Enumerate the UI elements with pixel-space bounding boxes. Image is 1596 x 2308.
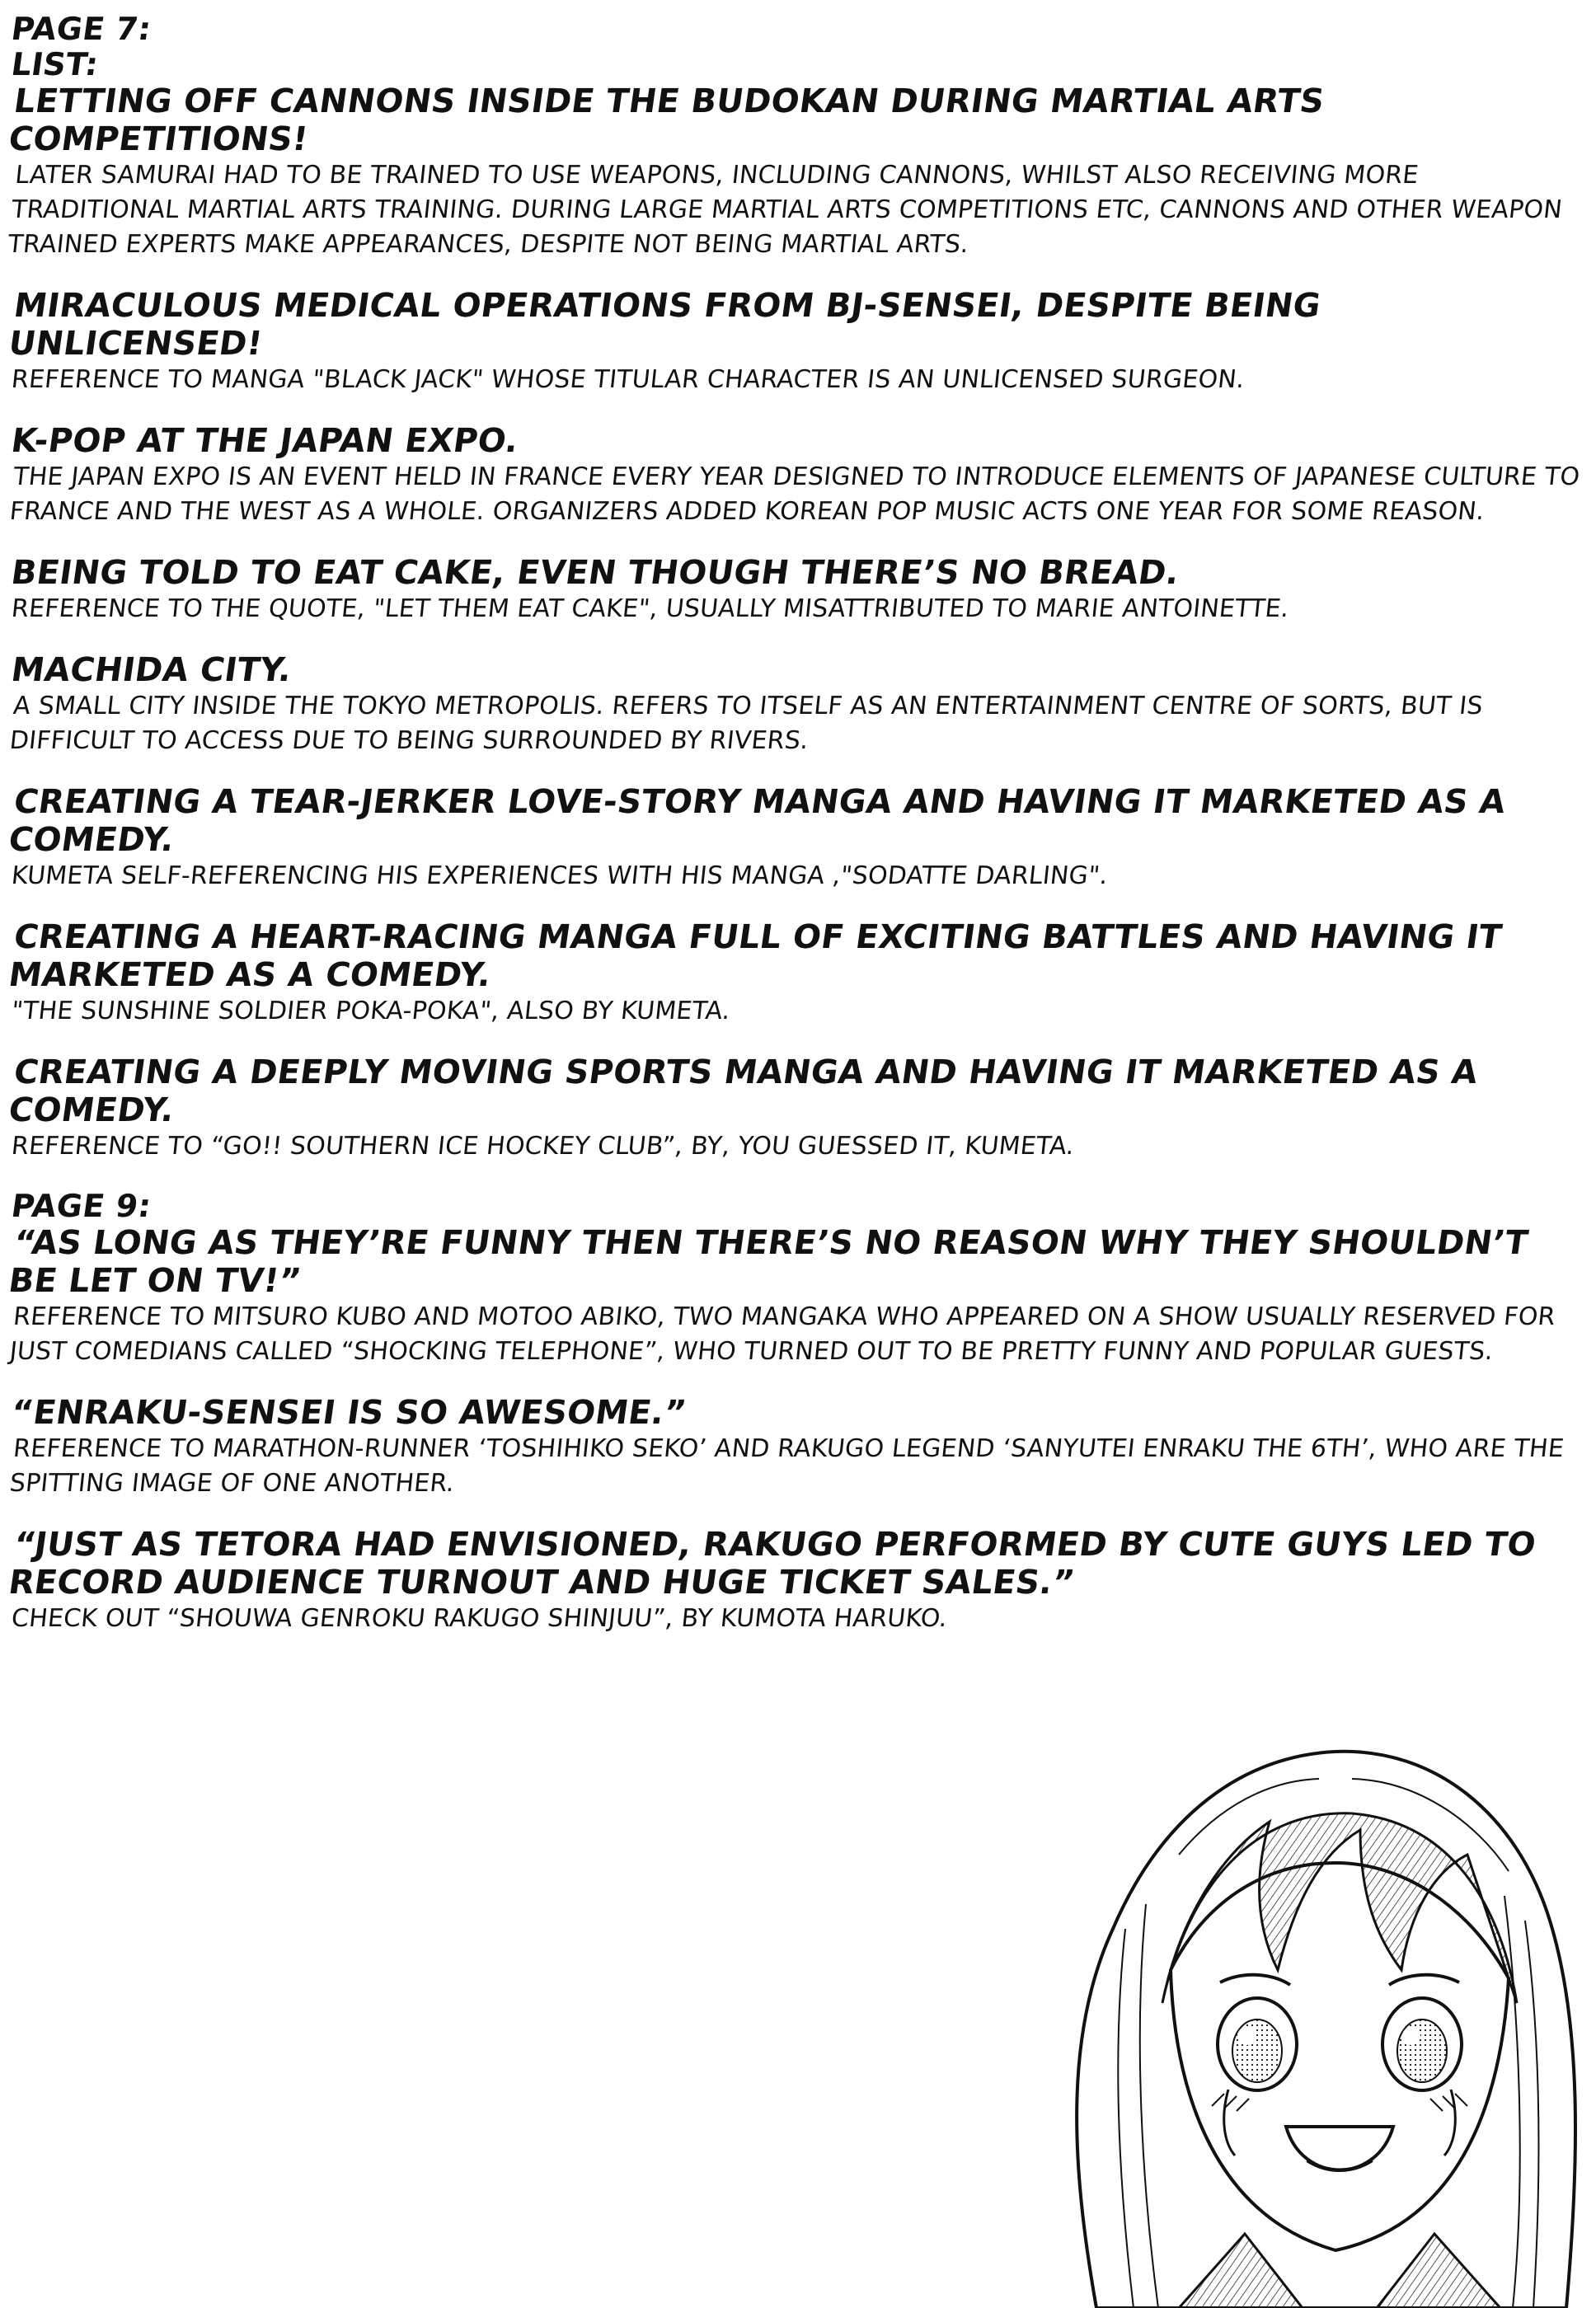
note-text: REFERENCE TO MARATHON-RUNNER ‘TOSHIHIKO SEKO’ AND RAKUGO LEGEND ‘SANYUTEI ENRAKU THE 6TH’, WHO ARE THE SPITTING IMAGE OF ONE ANOTHER. — [8, 1434, 1565, 1498]
note-text: REFERENCE TO “GO!! SOUTHERN ICE HOCKEY CLUB”, BY, YOU GUESSED IT, KUMETA. — [10, 1132, 1076, 1161]
note-entry — [6, 783, 1578, 894]
note-title: CREATING A TEAR-JERKER LOVE-STORY MANGA AND HAVING IT MARKETED AS A COMEDY. — [6, 783, 1509, 859]
note-entry — [6, 1526, 1578, 1636]
notes-column — [6, 11, 1581, 1661]
list-heading: LIST: — [8, 46, 101, 82]
note-text: KUMETA SELF-REFERENCING HIS EXPERIENCES WITH HIS MANGA ,"SODATTE DARLING". — [10, 861, 1110, 890]
note-text: REFERENCE TO MANGA "BLACK JACK" WHOSE TITULAR CHARACTER IS AN UNLICENSED SURGEON. — [10, 365, 1246, 394]
note-title: “ENRAKU-SENSEI IS SO AWESOME.” — [8, 1394, 689, 1432]
note-entry — [6, 1224, 1578, 1369]
note-title: LETTING OFF CANNONS INSIDE THE BUDOKAN DURING MARTIAL ARTS COMPETITIONS! — [6, 82, 1327, 158]
page-9-heading: PAGE 9: — [8, 1188, 154, 1224]
note-entry — [8, 422, 1581, 529]
note-entry — [8, 1394, 1578, 1501]
note-title: “AS LONG AS THEY’RE FUNNY THEN THERE’S NO REASON WHY THEY SHOULDN’T BE LET ON TV!” — [6, 1224, 1531, 1300]
note-title: BEING TOLD TO EAT CAKE, EVEN THOUGH THERE’S NO BREAD. — [8, 554, 1182, 592]
note-entry — [6, 82, 1578, 262]
note-title: CREATING A HEART-RACING MANGA FULL OF EXCITING BATTLES AND HAVING IT MARKETED AS A COMEDY. — [6, 918, 1504, 994]
note-text: CHECK OUT “SHOUWA GENROKU RAKUGO SHINJUU”, BY KUMOTA HARUKO. — [10, 1604, 949, 1633]
note-text: A SMALL CITY INSIDE THE TOKYO METROPOLIS. REFERS TO ITSELF AS AN ENTERTAINMENT CENTRE OF SORTS, BUT IS DIFFICULT TO ACCESS DUE TO BEING SURROUNDED BY RIVERS. — [8, 692, 1485, 755]
note-text: REFERENCE TO THE QUOTE, "LET THEM EAT CAKE", USUALLY MISATTRIBUTED TO MARIE ANTOINETTE. — [10, 594, 1291, 623]
note-entry — [6, 918, 1578, 1029]
note-text: REFERENCE TO MITSURO KUBO AND MOTOO ABIKO, TWO MANGAKA WHO APPEARED ON A SHOW USUALLY RESERVED FOR JUST COMEDIANS CALLED “SHOCKING TELEPHONE”, WHO TURNED OUT TO BE PRETTY FUNNY AND POPULAR GUESTS. — [8, 1302, 1557, 1366]
note-text: "THE SUNSHINE SOLDIER POKA-POKA", ALSO BY KUMETA. — [10, 997, 732, 1025]
note-text: THE JAPAN EXPO IS AN EVENT HELD IN FRANCE EVERY YEAR DESIGNED TO INTRODUCE ELEMENTS OF JAPANESE CULTURE TO FRANCE AND THE WEST AS A WHOLE. ORGANIZERS ADDED KOREAN POP MUSIC ACTS ONE YEAR FOR SOME REASON. — [8, 462, 1581, 526]
note-title: MIRACULOUS MEDICAL OPERATIONS FROM BJ-SENSEI, DESPITE BEING UNLICENSED! — [6, 287, 1324, 363]
note-title: MACHIDA CITY. — [8, 651, 294, 689]
manga-girl-illustration — [973, 1657, 1596, 2308]
note-entry — [6, 287, 1578, 397]
note-text: LATER SAMURAI HAD TO BE TRAINED TO USE WEAPONS, INCLUDING CANNONS, WHILST ALSO RECEIVING MORE TRADITIONAL MARTIAL ARTS TRAINING. DURING LARGE MARTIAL ARTS COMPETITIONS ETC, CANNONS AND OTHER WEAPON TRAINED EXPERTS MAKE APPEARANCES, DESPITE NOT BEING MARTIAL ARTS. — [6, 161, 1564, 259]
page-7-heading: PAGE 7: — [8, 11, 154, 47]
note-entry — [8, 554, 1578, 626]
note-entry — [6, 1053, 1578, 1164]
note-entry — [8, 651, 1578, 758]
note-title: “JUST AS TETORA HAD ENVISIONED, RAKUGO PERFORMED BY CUTE GUYS LED TO RECORD AUDIENCE TURNOUT AND HUGE TICKET SALES.” — [6, 1526, 1538, 1602]
note-title: K-POP AT THE JAPAN EXPO. — [8, 422, 521, 460]
note-title: CREATING A DEEPLY MOVING SPORTS MANGA AND HAVING IT MARKETED AS A COMEDY. — [6, 1053, 1481, 1129]
